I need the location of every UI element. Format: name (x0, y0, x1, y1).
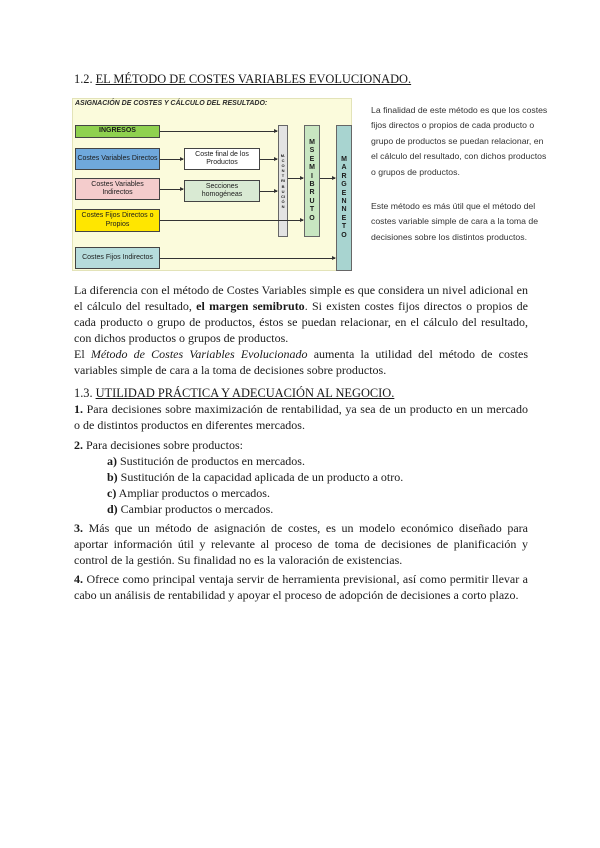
box-costes-variables-directos: Costes Variables Directos (75, 148, 160, 170)
column-margen-semibruto: M SEMIBRUTO (304, 125, 320, 237)
cost-allocation-diagram (72, 98, 352, 271)
section-heading-1-2 (74, 72, 411, 87)
arrow-semibruto-neto (320, 178, 335, 179)
paragraph-metodo (74, 347, 528, 379)
bold-term: el margen semibruto (196, 298, 305, 313)
diagram-title: ASIGNACIÓN DE COSTES Y CÁLCULO DEL RESULTADO: (75, 100, 268, 107)
arrow-coste-final (260, 159, 277, 160)
sub-item-letter: d) (107, 502, 118, 516)
item-number: 3. (74, 521, 83, 535)
item-number: 4. (74, 572, 83, 586)
column-margen-contribucion: M.CONTRIBUCIÓN (278, 125, 288, 237)
sub-item-letter: b) (107, 470, 118, 484)
arrow-ingresos (160, 131, 277, 132)
sub-item-b (107, 470, 403, 486)
section-number: 1.3. (74, 386, 93, 400)
box-costes-fijos-directos: Costes Fijos Directos o Propios (75, 209, 160, 232)
sub-item-c (107, 486, 270, 502)
sub-item-letter: a) (107, 454, 117, 468)
arrow-secciones (260, 191, 277, 192)
column-margen-neto: MARGEN NETO (336, 125, 352, 271)
side-note-utilidad: Este método es más útil que el método del costes variable simple de cara a la toma de decisiones sobre los distintos productos. (371, 201, 539, 242)
section-title: EL MÉTODO DE COSTES VARIABLES EVOLUCIONADO. (95, 72, 412, 86)
item-number: 1. (74, 402, 83, 416)
section-heading-1-3 (74, 386, 394, 401)
paragraph-text: La diferencia con el método de Costes Variables simple es que considera un nivel adicional en el cálculo del resultado, (74, 283, 528, 313)
list-item-2 (74, 438, 528, 454)
paragraph-text: . Si existen costes fijos directos o propios de cada producto o grupo de productos, éstos se puedan relacionar, en el cálculo del resultado, con dichos productos o grupos de productos. (74, 298, 528, 345)
italic-term: Método de Costes Variables Evolucionado (90, 347, 308, 361)
arrow-fijos-indirectos (160, 258, 335, 259)
sub-item-text: Sustitución de productos en mercados. (117, 454, 305, 468)
paragraph-text: aumenta la utilidad del método de costes variables simple de cara a la toma de decisiones sobre productos. (74, 347, 528, 377)
arrow-contrib-semibruto (288, 178, 303, 179)
section-title: UTILIDAD PRÁCTICA Y ADECUACIÓN AL NEGOCIO. (95, 386, 395, 400)
sub-item-a (107, 454, 305, 470)
box-coste-final-productos: Coste final de los Productos (184, 148, 260, 170)
item-text: Para decisiones sobre productos: (83, 438, 243, 452)
arrow-cvi (160, 189, 183, 190)
box-ingresos: INGRESOS (75, 125, 160, 138)
arrow-fijos-directos (160, 220, 303, 221)
arrow-cvd (160, 159, 183, 160)
sub-item-d (107, 502, 273, 518)
box-costes-variables-indirectos: Costes Variables Indirectos (75, 178, 160, 200)
box-costes-fijos-indirectos: Costes Fijos Indirectos (75, 247, 160, 269)
side-note-finalidad: La finalidad de este método es que los costes fijos directos o propios de cada producto o grupo de productos se puedan relacionar, en el cálculo del resultado, con dichos productos o grupos de productos. (371, 105, 548, 177)
sub-item-letter: c) (107, 486, 117, 500)
sub-item-text: Sustitución de la capacidad aplicada de un producto a otro. (117, 470, 404, 484)
sub-item-text: Cambiar productos o mercados. (117, 502, 274, 516)
list-item-1 (74, 402, 528, 434)
item-text: Para decisiones sobre maximización de rentabilidad, ya sea de un producto en un mercado o de distintos productos en diferentes mercados. (74, 402, 528, 432)
section-number: 1.2. (74, 72, 93, 86)
list-item-4 (74, 572, 528, 604)
paragraph-diferencia (74, 283, 528, 347)
sub-item-text: Ampliar productos o mercados. (116, 486, 270, 500)
item-number: 2. (74, 438, 83, 452)
box-secciones-homogeneas: Secciones homogéneas (184, 180, 260, 202)
paragraph-text: El (74, 347, 91, 361)
item-text: Más que un método de asignación de costes, es un modelo económico diseñado para aportar información útil y relevante al proceso de toma de decisiones de planificación y control de la gestión. Su finalidad no es la valoración de existencias. (74, 521, 528, 567)
item-text: Ofrece como principal ventaja servir de herramienta previsional, así como permitir llevar a cabo un análisis de rentabilidad y apoyar el proceso de adopción de decisiones a corto plazo. (74, 572, 528, 602)
list-item-3 (74, 521, 528, 569)
